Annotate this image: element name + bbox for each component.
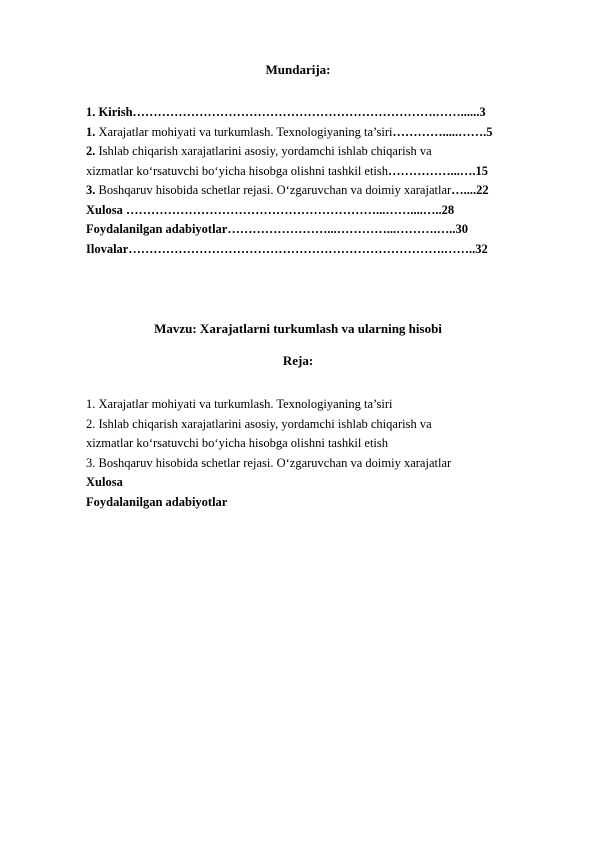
toc-leader-dots: ……………………………………………………………….……...... xyxy=(132,105,480,119)
toc-leader-dots: ……………………………………………………...……....….. xyxy=(125,202,442,217)
toc-entry-text: Ishlab chiqarish xarajatlarini asosiy, yordamchi ishlab chiqarish va xyxy=(95,144,432,158)
toc-entry-references xyxy=(86,220,546,240)
plan-heading: Reja: xyxy=(282,353,314,368)
toc-entry-text: Kirish xyxy=(95,105,133,119)
toc-entry-appendices xyxy=(86,240,546,260)
toc-entry-chapter-1 xyxy=(86,123,546,143)
toc-leader-dots: ………….....……. xyxy=(392,124,487,139)
plan-item: xizmatlar ko‘rsatuvchi bo‘yicha hisobga olishni tashkil etish xyxy=(86,436,389,450)
toc-entry-chapter-2 xyxy=(86,142,546,162)
toc-leader-dots: ……………………...…………...……….….. xyxy=(227,222,456,236)
topic-heading: Mavzu: Xarajatlarni turkumlash va ularning hisobi xyxy=(154,321,442,336)
plan-item-references: Foydalanilgan adabiyotlar xyxy=(86,494,228,509)
toc-leader-dots: ….... xyxy=(451,183,477,197)
plan-item: 1. Xarajatlar mohiyati va turkumlash. Texnologiyaning ta’siri xyxy=(86,397,393,411)
toc-entry-text: Xarajatlar mohiyati va turkumlash. Texnologiyaning ta’siri xyxy=(95,124,393,139)
toc-entry-text: Foydalanilgan adabiyotlar xyxy=(86,222,228,236)
toc-entry-text: Ilovalar xyxy=(86,241,129,256)
toc-title: Mundarija: xyxy=(265,62,331,77)
toc-page-number: 22 xyxy=(476,183,489,197)
toc-page-number: 5 xyxy=(486,124,493,139)
plan-item-conclusion: Xulosa xyxy=(86,475,123,489)
toc-page-number: 15 xyxy=(475,163,489,178)
plan-item: 2. Ishlab chiqarish xarajatlarini asosiy, yordamchi ishlab chiqarish va xyxy=(86,416,432,431)
plan-item: 3. Boshqaruv hisobida schetlar rejasi. O‘zgaruvchan va doimiy xarajatlar xyxy=(86,455,452,470)
toc-entry-number: 1. xyxy=(86,105,96,119)
table-of-contents xyxy=(86,103,546,259)
toc-entry-number: 1. xyxy=(86,124,96,139)
toc-entry-text: Boshqaruv hisobida schetlar rejasi. O‘zgaruvchan va doimiy xarajatlar xyxy=(95,183,452,197)
toc-entry-number: 3. xyxy=(86,183,96,197)
toc-entry-chapter-2-cont xyxy=(86,162,546,182)
toc-entry-conclusion xyxy=(86,201,546,221)
toc-page-number: 32 xyxy=(475,241,488,256)
toc-leader-dots: ………………………………………………………………….…….. xyxy=(128,241,476,256)
toc-page-number: 28 xyxy=(441,202,455,217)
toc-page-number: 3 xyxy=(479,105,486,119)
toc-entry-chapter-3 xyxy=(86,181,546,201)
toc-entry-intro xyxy=(86,103,546,123)
plan-list xyxy=(86,395,546,512)
toc-leader-dots: ……………...…. xyxy=(388,163,476,178)
toc-entry-text: Xulosa xyxy=(86,202,126,217)
toc-entry-text: xizmatlar ko‘rsatuvchi bo‘yicha hisobga olishni tashkil etish xyxy=(86,163,389,178)
toc-page-number: 30 xyxy=(455,222,468,236)
toc-entry-number: 2. xyxy=(86,144,96,158)
